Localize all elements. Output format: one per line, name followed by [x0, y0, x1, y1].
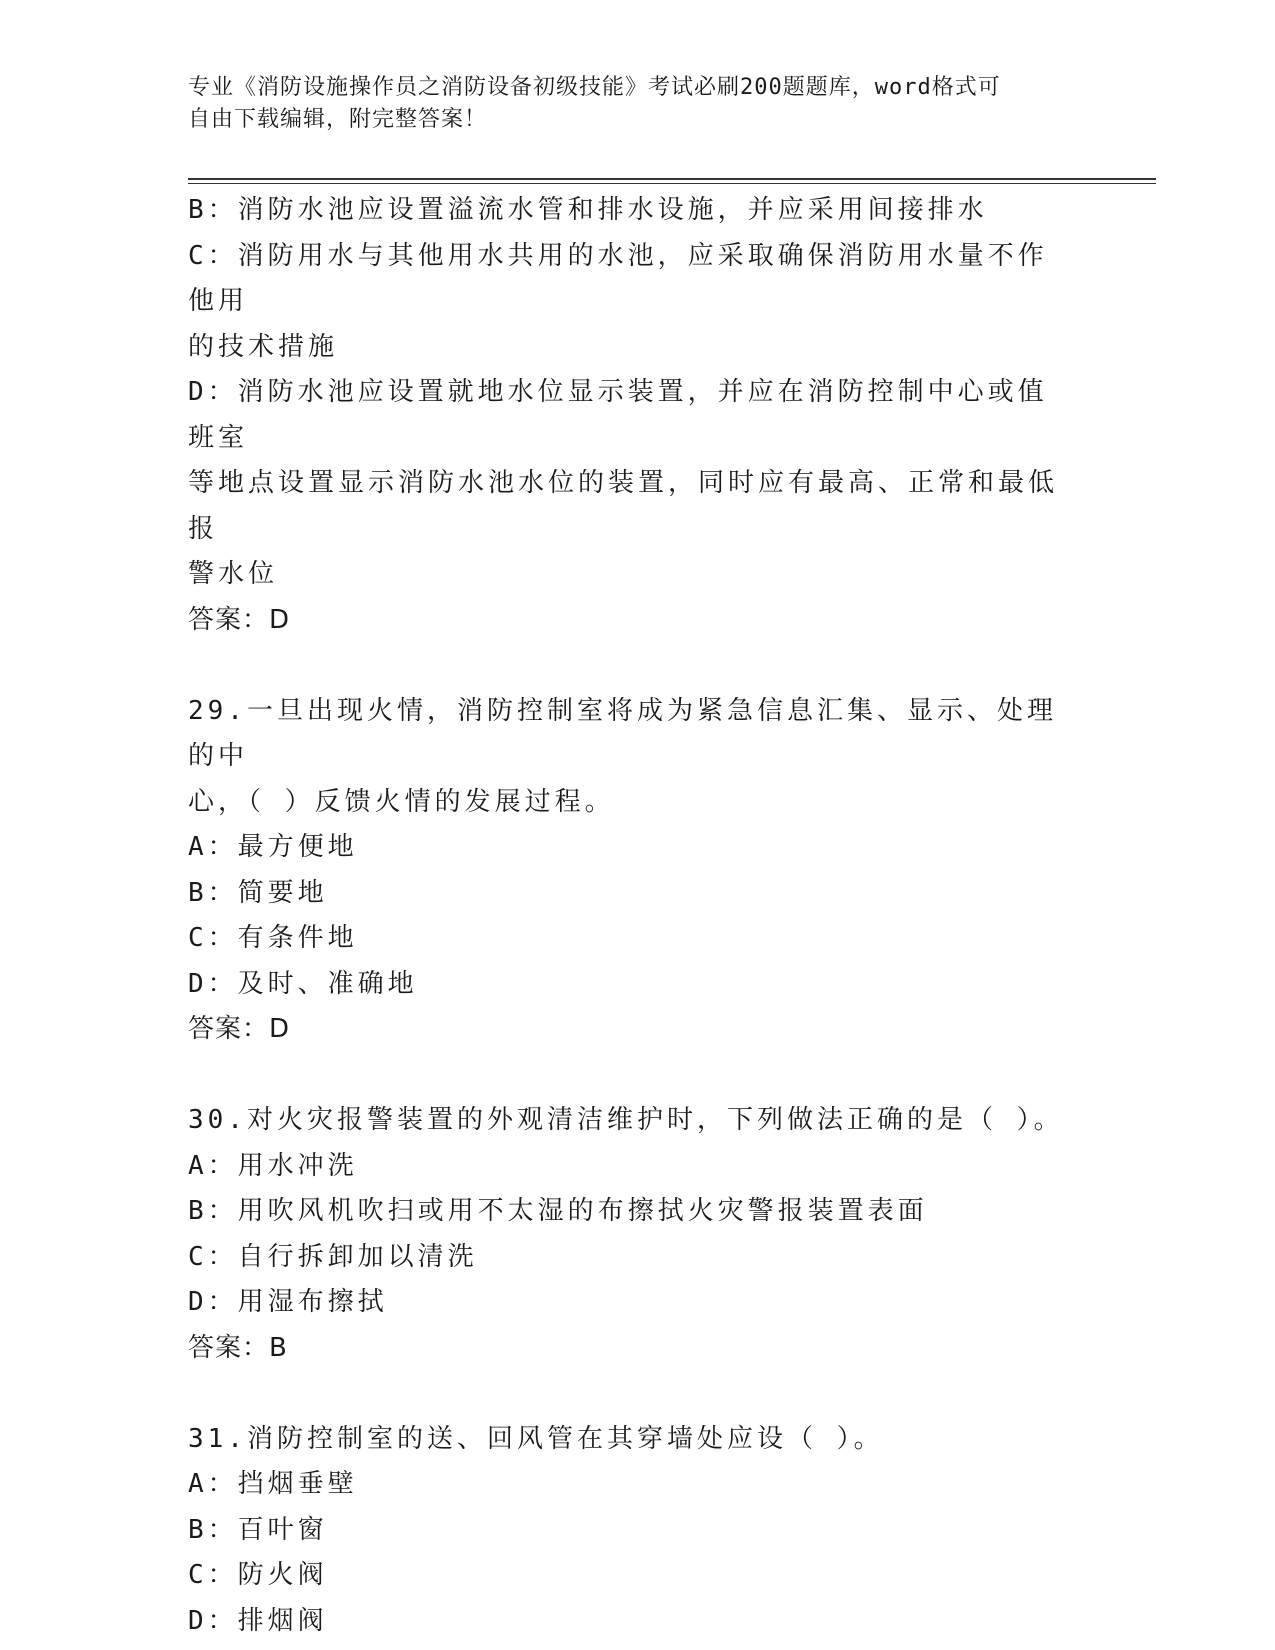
option-d: D：排烟阀 [188, 1605, 328, 1636]
option-a: A：用水冲洗 [188, 1150, 358, 1181]
option-c: C：有条件地 [188, 923, 358, 953]
option-c: C：消防用水与其他用水共用的水池，应采取确保消防用水量不作他用 [188, 240, 1048, 316]
question-stem: 29.一旦出现火情，消防控制室将成为紧急信息汇集、显示、处理的中 [188, 695, 1057, 771]
answer-line: 答案：D [188, 604, 291, 635]
answer-line: 答案：B [188, 1332, 288, 1363]
option-c: C：自行拆卸加以清洗 [188, 1241, 478, 1272]
question-stem: 31.消防控制室的送、回风管在其穿墙处应设（ ）。 [188, 1423, 884, 1454]
option-d: D：及时、准确地 [188, 968, 418, 999]
spacer [188, 643, 1068, 689]
answer-line: 答案：D [188, 1014, 291, 1044]
option-a: A：挡烟垂壁 [188, 1469, 358, 1499]
option-d: D：用湿布擦拭 [188, 1287, 388, 1317]
option-b: B：百叶窗 [188, 1514, 328, 1545]
spacer [188, 1371, 1068, 1417]
question-29 [188, 689, 1068, 1053]
question-30 [188, 1098, 1068, 1371]
header-divider [188, 178, 1156, 184]
header-line-2: 自由下载编辑，附完整答案！ [188, 107, 488, 132]
question-stem: 30.对火灾报警装置的外观清洁维护时，下列做法正确的是（ ）。 [188, 1105, 1064, 1135]
option-d-continued: 警水位 [188, 559, 279, 589]
option-c: C：防火阀 [188, 1560, 328, 1590]
option-d: D：消防水池应设置就地水位显示装置，并应在消防控制中心或值班室 [188, 377, 1048, 453]
option-b: B：用吹风机吹扫或用不太湿的布擦拭火灾警报装置表面 [188, 1196, 928, 1226]
page-header [188, 72, 1068, 136]
header-line-1: 专业《消防设施操作员之消防设备初级技能》考试必刷200题题库，word格式可 [188, 75, 1001, 100]
option-d-continued: 等地点设置显示消防水池水位的装置，同时应有最高、正常和最低报 [188, 468, 1059, 544]
spacer [188, 1053, 1068, 1099]
option-b: B：消防水池应设置溢流水管和排水设施，并应采用间接排水 [188, 195, 988, 225]
question-28-continued [188, 188, 1068, 643]
option-a: A：最方便地 [188, 832, 358, 862]
option-b: B：简要地 [188, 877, 328, 908]
question-stem-continued: 心，（ ）反馈火情的发展过程。 [188, 786, 615, 817]
option-c-continued: 的技术措施 [188, 331, 339, 362]
question-31 [188, 1417, 1068, 1645]
document-body [188, 188, 1068, 1644]
